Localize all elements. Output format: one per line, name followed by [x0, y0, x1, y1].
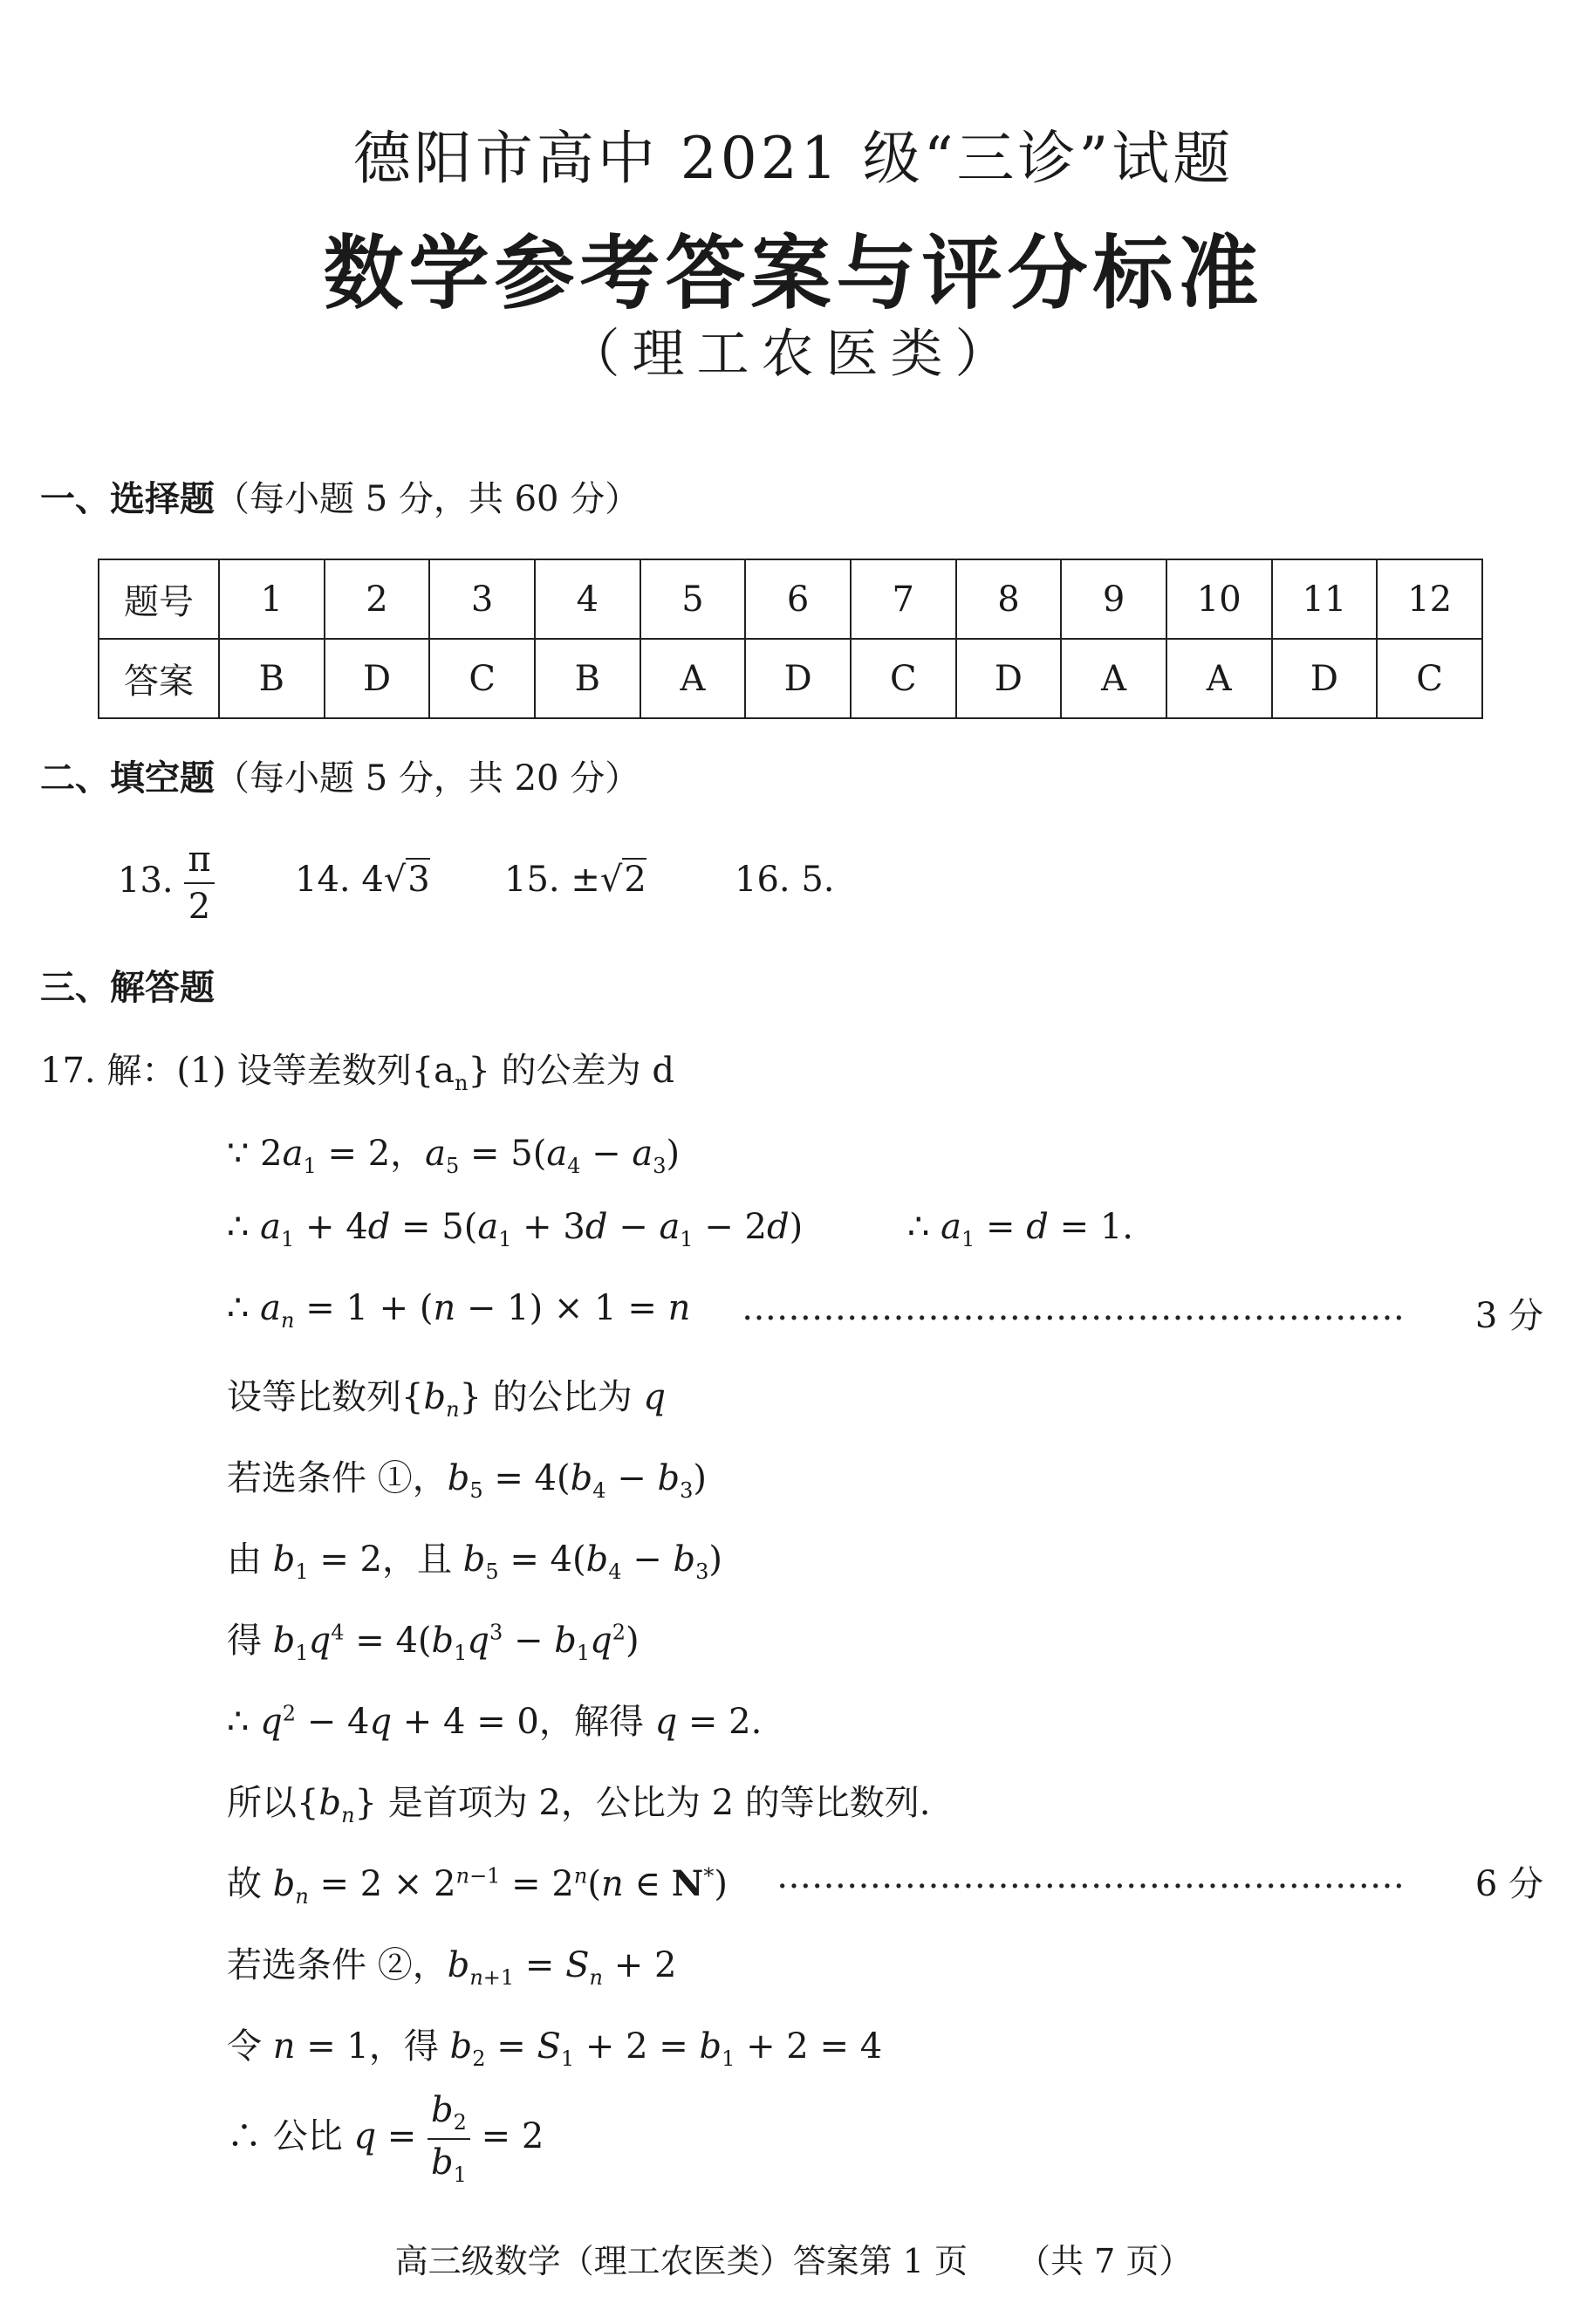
- page-footer: 高三级数学（理工农医类）答案第 1 页 （共 7 页）: [394, 2242, 1193, 2280]
- section-2-heading: [40, 751, 640, 800]
- score-label: 6 分: [1474, 1864, 1543, 1904]
- radicand: 2: [624, 860, 646, 900]
- intro-text: 17. 解：(1) 设等差数列{a: [40, 1051, 455, 1091]
- table-cell: 6: [745, 559, 851, 639]
- intro-subscript: n: [455, 1071, 469, 1095]
- solution-line: 所以$\{b_n\}$ 是首项为 2，公比为 2 的等比数列.: [227, 1783, 931, 1827]
- radicand: 3: [407, 860, 430, 900]
- solution-line: 得 $b_1q^4 = 4(b_1q^3 - b_1q^2)$: [227, 1620, 640, 1665]
- answer-14-prefix: 14. 4: [295, 860, 384, 900]
- table-cell: C: [429, 639, 535, 718]
- table-cell: 5: [640, 559, 746, 639]
- answer-13: [118, 840, 215, 927]
- solution-line: 由 $b_1 = 2$，且 $b_5 = 4(b_4 - b_3)$: [227, 1539, 722, 1584]
- solution-line: 令 n = 1，得 $b_2 = S_1 + 2 = b_1 + 2 = 4$: [227, 2026, 883, 2071]
- section-3-heading: [40, 960, 215, 1010]
- answer-13-prefix: 13.: [118, 860, 174, 901]
- answer-16: 16. 5.: [735, 860, 835, 900]
- solution-line: ∴ $q^2 - 4q + 4 = 0$，解得 q = 2.: [227, 1701, 763, 1742]
- problem-17-intro: [40, 1043, 674, 1095]
- answer-15: [504, 860, 646, 900]
- answer-13-fraction: [184, 840, 214, 927]
- solution-line: 若选条件 ①，$b_5 = 4(b_4 - b_3)$: [227, 1458, 707, 1503]
- table-cell: D: [745, 639, 851, 718]
- table-cell: 11: [1272, 559, 1378, 639]
- table-cell: 12: [1377, 559, 1482, 639]
- table-cell: C: [851, 639, 956, 718]
- table-cell: C: [1377, 639, 1482, 718]
- fraction-numerator: $b_2$: [428, 2093, 470, 2140]
- intro-end: } 的公差为 d: [468, 1051, 674, 1091]
- section-1-label: 一、选择题: [40, 478, 215, 519]
- fraction-denominator: $b_1$: [431, 2142, 467, 2187]
- table-cell: 2: [325, 559, 430, 639]
- answer-table-number-row: [99, 559, 1482, 639]
- table-cell: D: [956, 639, 1062, 718]
- sqrt-sign-icon: √: [599, 860, 623, 900]
- exam-title: 德阳市高中 2021 级“三诊”试题: [352, 125, 1235, 192]
- table-cell: 8: [956, 559, 1062, 639]
- doc-subtitle: （理工农医类）: [567, 324, 1020, 385]
- solution-line: 若选条件 ②，$b_{n+1} = S_n + 2$: [227, 1945, 677, 1990]
- solution-line: ∴ $a_1 + 4d = 5(a_1 + 3d - a_1 - 2d)$: [227, 1207, 804, 1251]
- table-cell: B: [219, 639, 325, 718]
- answer-14: [295, 860, 430, 900]
- table-row-head: 题号: [99, 559, 219, 639]
- ratio-fraction: [428, 2090, 470, 2187]
- table-cell: D: [1272, 639, 1378, 718]
- table-cell: 10: [1166, 559, 1272, 639]
- solution-line: ∵ $2a_1 = 2$，$a_5 = 5(a_4 - a_3)$: [227, 1134, 681, 1178]
- table-cell: A: [640, 639, 746, 718]
- table-cell: A: [1166, 639, 1272, 718]
- section-3-label: 三、解答题: [40, 967, 215, 1008]
- table-cell: A: [1061, 639, 1166, 718]
- answer-table: [98, 559, 1483, 719]
- table-cell: 4: [535, 559, 640, 639]
- table-cell: 3: [429, 559, 535, 639]
- answer-table-answer-row: [99, 639, 1482, 718]
- fraction-denominator: 2: [188, 887, 211, 927]
- section-2-label: 二、填空题: [40, 758, 215, 799]
- doc-title: 数学参考答案与评分标准: [323, 226, 1264, 320]
- table-cell: 1: [219, 559, 325, 639]
- answer-15-prefix: 15. ±: [504, 860, 600, 900]
- fraction-numerator: π: [184, 842, 214, 884]
- solution-line: 设等比数列$\{b_n\}$ 的公比为 q: [227, 1377, 667, 1422]
- score-leader: ………………………………………………: [776, 1856, 1405, 1896]
- table-cell: B: [535, 639, 640, 718]
- table-cell: D: [325, 639, 430, 718]
- score-label: 3 分: [1474, 1296, 1543, 1336]
- solution-line: ∴ $a_n = 1 + (n - 1) \times 1 = n$: [227, 1288, 691, 1333]
- score-leader: …………………………………………………: [742, 1288, 1405, 1328]
- table-row-head: 答案: [99, 639, 219, 718]
- section-2-note: （每小题 5 分，共 20 分）: [215, 758, 640, 799]
- table-cell: 9: [1061, 559, 1166, 639]
- sqrt-sign-icon: √: [383, 860, 407, 900]
- section-1-heading: [40, 471, 640, 521]
- solution-line: ∴ 公比 q = $\frac{b_2}{b_1}$ = 2: [227, 2090, 544, 2187]
- table-cell: 7: [851, 559, 956, 639]
- section-1-note: （每小题 5 分，共 60 分）: [215, 479, 640, 519]
- solution-line: 故 $b_n = 2 \times 2^{n-1} = 2^n(n$ ∈ N*): [227, 1863, 728, 1909]
- solution-line: ∴ $a_1 = d = 1$.: [907, 1207, 1133, 1251]
